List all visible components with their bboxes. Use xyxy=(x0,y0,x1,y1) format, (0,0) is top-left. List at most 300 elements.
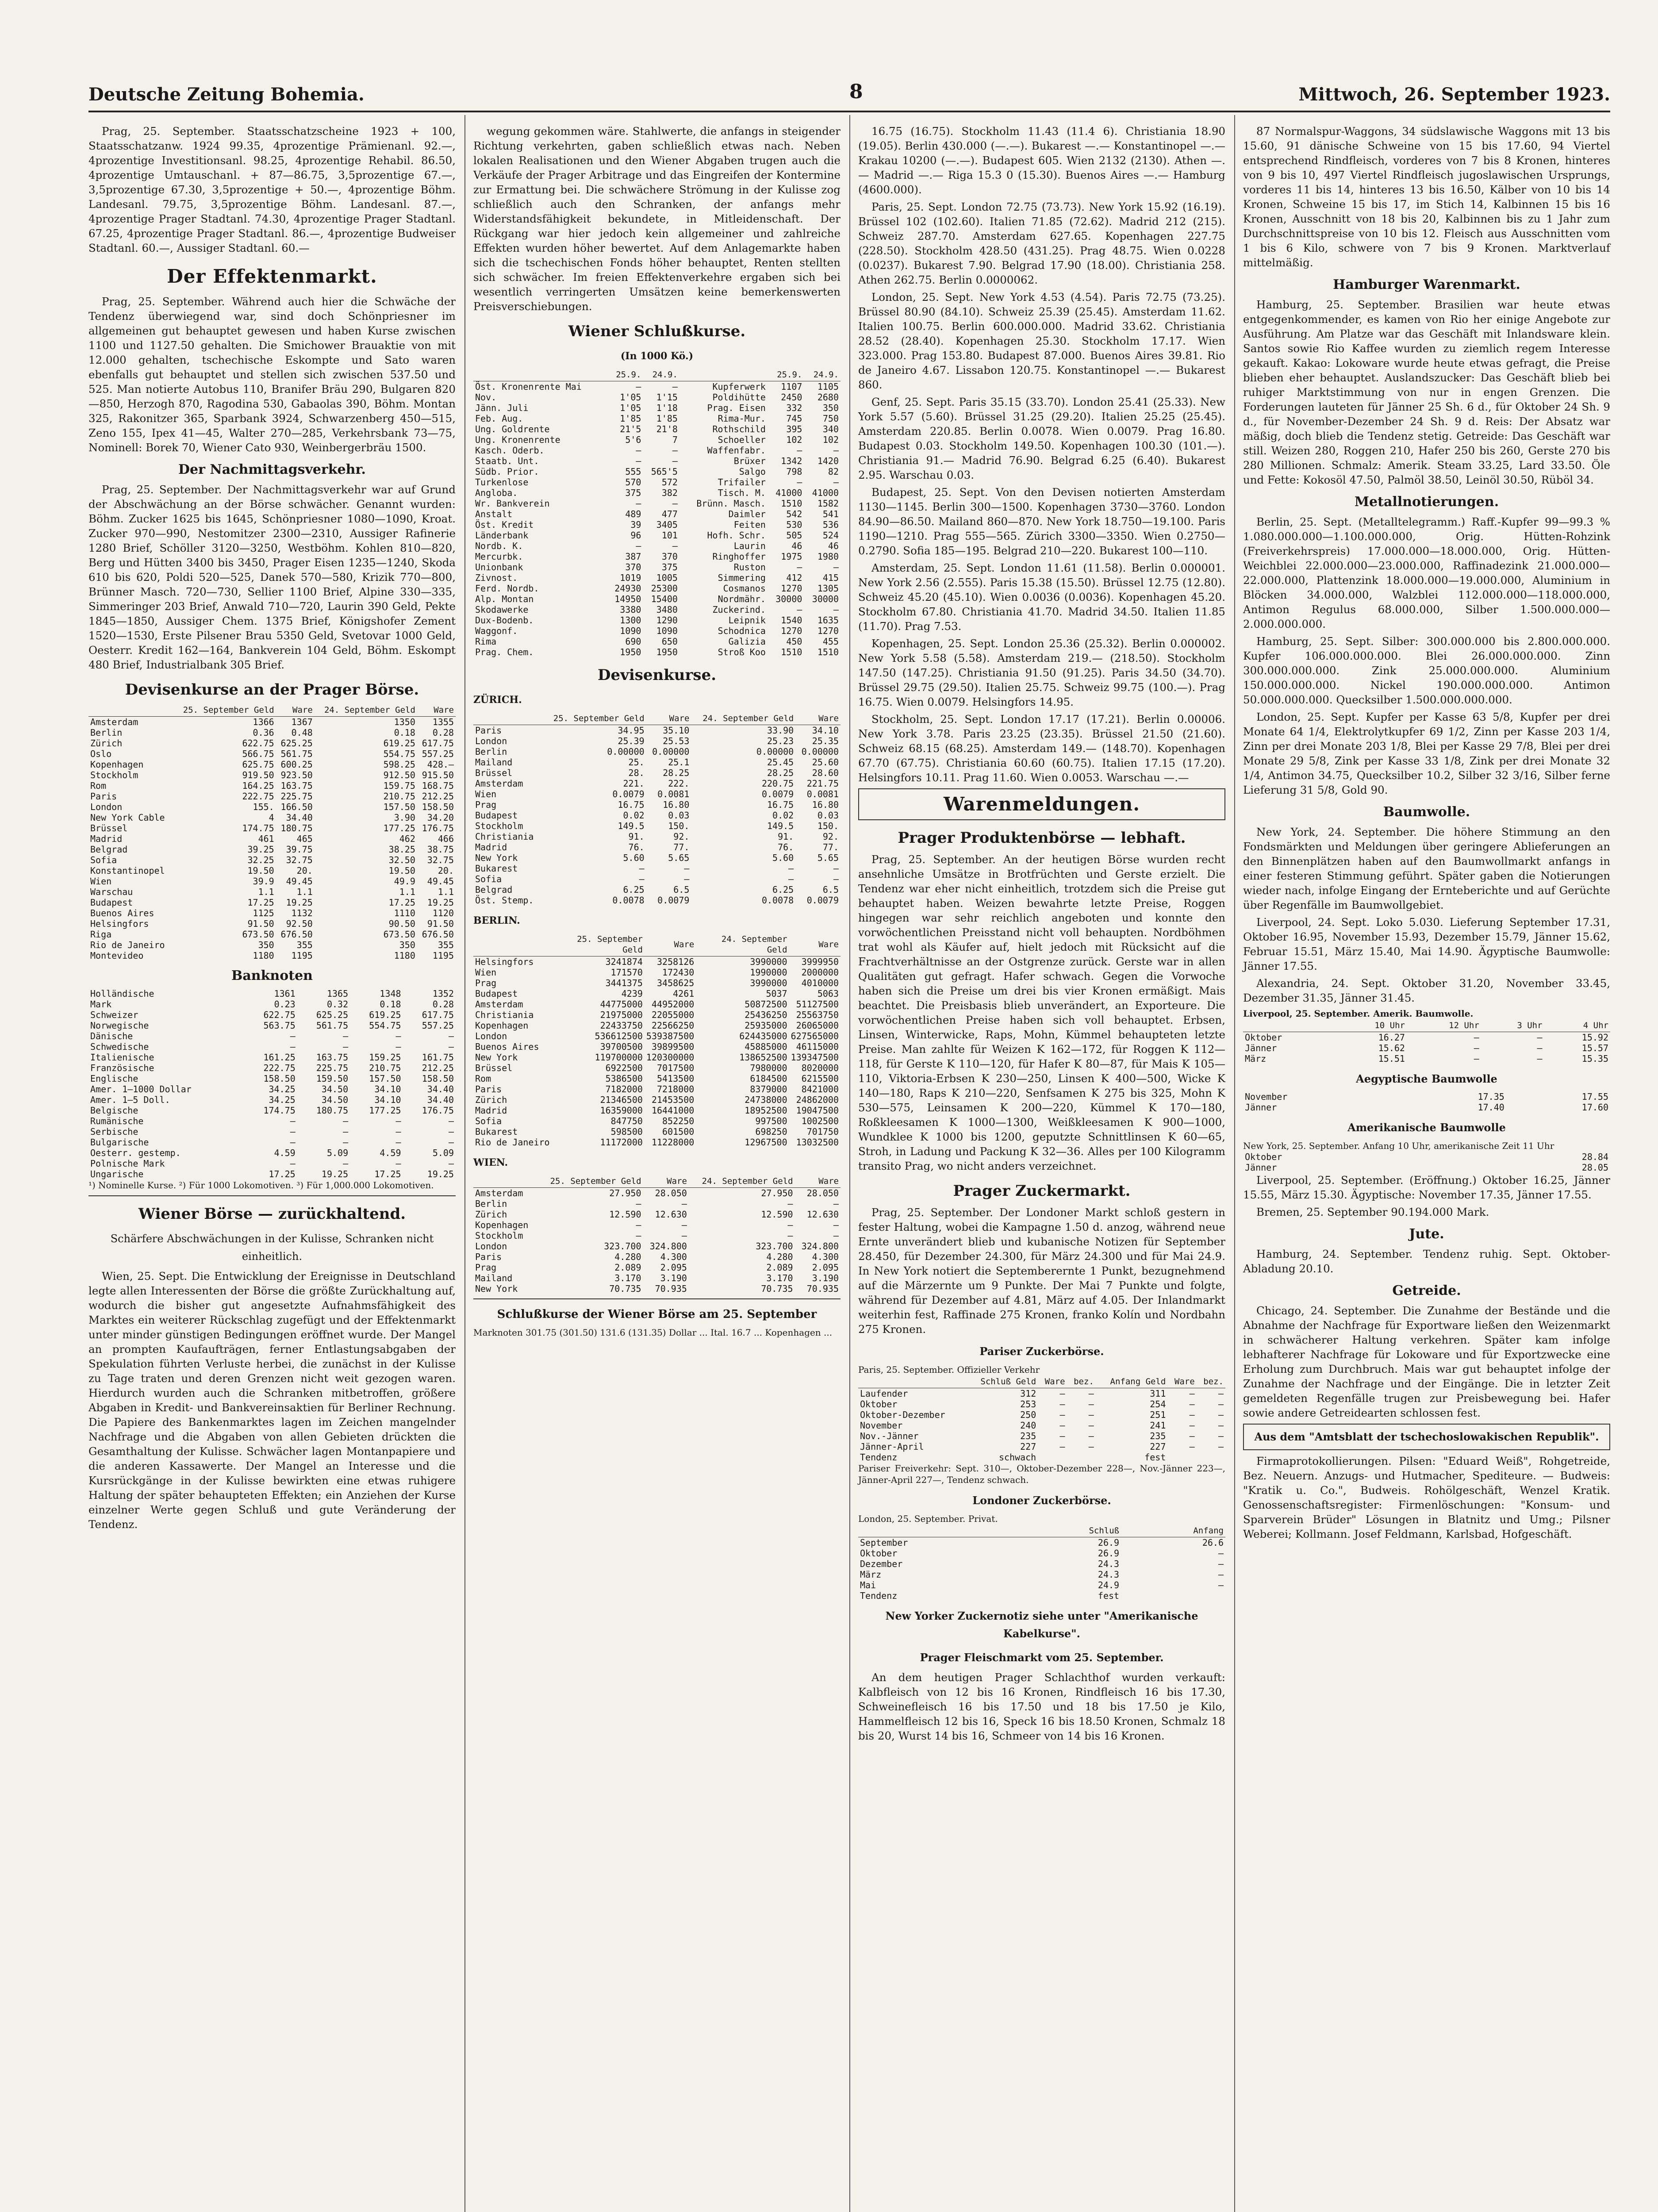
table-cell: März xyxy=(1245,1053,1267,1064)
table-cell: Angloba. xyxy=(475,488,518,498)
table-cell: Italienische xyxy=(90,1052,154,1063)
table-row xyxy=(88,940,456,950)
table-row xyxy=(88,1116,456,1126)
table-cell: 39899500 xyxy=(651,1041,695,1052)
table-cell: 6.5 xyxy=(673,884,690,895)
table-row xyxy=(88,1052,456,1063)
table-cell: 676.50 xyxy=(422,929,454,940)
table-cell: 536 xyxy=(822,519,839,530)
table-cell: 1'15 xyxy=(656,392,678,403)
table-cell: — xyxy=(788,874,794,884)
table-cell: Wien xyxy=(90,876,112,887)
table-cell: Staatb. Unt. xyxy=(475,456,539,466)
table-cell: 164.25 xyxy=(242,780,274,791)
table-cell: — xyxy=(1218,1441,1224,1452)
table-row xyxy=(88,876,456,887)
table-cell: 382 xyxy=(661,488,678,498)
table-cell: Wien xyxy=(475,967,497,978)
table-row xyxy=(473,884,841,895)
table-row xyxy=(473,1137,841,1148)
table-cell: — xyxy=(672,456,678,466)
table-cell: November xyxy=(860,1420,903,1431)
table-cell: — xyxy=(787,1220,793,1230)
table-row xyxy=(473,477,841,488)
londoner-zucker-subtitle: London, 25. September. Privat. xyxy=(858,1513,998,1524)
table-row xyxy=(88,1158,456,1169)
table-cell: 1367 xyxy=(291,717,313,727)
table-cell: Daimler xyxy=(728,509,766,519)
table-cell: 91.50 xyxy=(247,918,274,929)
table-cell: Oktober xyxy=(860,1548,898,1559)
table-cell: 915.50 xyxy=(422,770,454,780)
table-cell: 0.02 xyxy=(772,810,794,821)
table-cell: Kopenhagen xyxy=(90,759,144,770)
table-cell: 15.92 xyxy=(1581,1032,1608,1043)
table-cell: — xyxy=(636,1198,641,1209)
table-row xyxy=(473,821,841,831)
table-cell: Ung. Goldrente xyxy=(475,424,550,434)
table-cell: 919.50 xyxy=(242,770,274,780)
table-cell: 27.950 xyxy=(761,1188,793,1198)
table-cell: 627565000 xyxy=(791,1031,839,1041)
table-cell: — xyxy=(681,1198,687,1209)
table-cell: Norwegische xyxy=(90,1020,149,1031)
table-cell: 25.45 xyxy=(767,757,794,768)
table-cell: Schweizer xyxy=(90,1010,138,1020)
divider xyxy=(88,1195,456,1196)
table-cell: Brüssel xyxy=(475,1063,513,1073)
table-row xyxy=(473,424,841,434)
berlin-devisen-table xyxy=(473,933,841,1148)
table-cell: Ringhoffer xyxy=(712,551,766,562)
table-row xyxy=(473,583,841,594)
table-cell: 1.1 xyxy=(438,887,454,897)
table-cell: 172430 xyxy=(662,967,695,978)
table-cell: 1180 xyxy=(394,950,415,961)
table-cell: 524 xyxy=(822,530,839,541)
table-cell: 14950 xyxy=(614,594,641,604)
table-cell: 1'85 xyxy=(620,413,641,424)
table-cell: 539387500 xyxy=(646,1031,695,1041)
table-cell: 332 xyxy=(786,403,802,413)
table-cell: Budapest xyxy=(475,810,518,821)
table-row xyxy=(473,488,841,498)
table-cell: 49.9 xyxy=(394,876,415,887)
table-cell: 76. xyxy=(628,842,645,853)
table-row xyxy=(473,999,841,1010)
table-cell: Rom xyxy=(90,780,107,791)
table-header-cell: 25.9. xyxy=(768,369,804,381)
table-row xyxy=(88,1010,456,1020)
table-cell: — xyxy=(1218,1431,1224,1441)
liverpool-opening-text: Liverpool, 25. September. (Eröffnung.) Oktober 16.25, Jänner 15.55, März 15.30. Ägyptische: November 17.35, Jänner 17.55. xyxy=(1243,1174,1610,1201)
table-cell: 1305 xyxy=(817,583,839,594)
table-cell: 90.50 xyxy=(388,918,415,929)
table-cell: Salgo xyxy=(739,466,766,477)
table-cell: 7218000 xyxy=(656,1084,695,1094)
table-cell: Paris xyxy=(475,1252,502,1262)
table-cell: 225.75 xyxy=(280,791,313,802)
liverpool-cotton-text: Liverpool, 24. Sept. Loko 5.030. Lieferung September 17.31, Oktober 16.95, November 15.93, Dezember 15.79, Jänner 15.62, Februar 15.51, März 15.40, Mai 14.90. Ägyptische Baumwolle: Jänner 17.55. xyxy=(1243,916,1610,972)
table-header-cell: 25. September Geld xyxy=(542,712,646,725)
table-cell: New York xyxy=(475,1052,518,1063)
table-cell: 12.590 xyxy=(761,1209,793,1220)
fleischmarkt-title: Prager Fleischmarkt vom 25. September. xyxy=(920,1651,1164,1664)
table-cell: — xyxy=(1218,1559,1224,1569)
table-cell: 51127500 xyxy=(796,999,839,1010)
table-header-cell xyxy=(473,369,606,381)
table-cell: Englische xyxy=(90,1073,138,1084)
table-cell: 150. xyxy=(668,821,690,831)
table-cell: — xyxy=(448,1041,454,1052)
table-cell: 1090 xyxy=(620,626,641,636)
table-cell: 6184500 xyxy=(750,1073,787,1084)
table-cell: 698250 xyxy=(755,1126,787,1137)
table-cell: — xyxy=(1189,1441,1195,1452)
table-cell: 0.00000 xyxy=(801,746,839,757)
table-cell: 565'5 xyxy=(651,466,678,477)
warenmeldungen-title: Warenmeldungen. xyxy=(944,793,1140,815)
table-cell: 159.50 xyxy=(316,1073,349,1084)
wiener-boerse-subtitle: Schärfere Abschwächungen in der Kulisse, Schranken nicht einheitlich. xyxy=(110,1233,434,1263)
table-cell: 17.60 xyxy=(1581,1102,1608,1113)
table-header-cell: 24. September Geld xyxy=(315,704,417,717)
table-cell: 38.75 xyxy=(427,844,454,855)
table-cell: 6215500 xyxy=(801,1073,839,1084)
table-cell: 0.18 xyxy=(380,999,401,1010)
table-cell: 0.00000 xyxy=(607,746,645,757)
table-cell: 222. xyxy=(668,778,690,789)
table-cell: 91.50 xyxy=(427,918,454,929)
table-cell: 240 xyxy=(1020,1420,1036,1431)
table-cell: 225.75 xyxy=(316,1063,349,1073)
table-cell: Ungarische xyxy=(90,1169,144,1179)
table-cell: New York xyxy=(475,1283,518,1294)
table-row xyxy=(88,950,456,961)
table-header-cell: 4 Uhr xyxy=(1544,1019,1610,1032)
table-cell: 16.80 xyxy=(812,799,839,810)
table-cell: 15.57 xyxy=(1581,1043,1608,1053)
table-cell: Prag. Chem. xyxy=(475,647,534,657)
table-header-cell xyxy=(473,933,552,956)
table-cell: 0.00000 xyxy=(756,746,794,757)
table-cell: 254 xyxy=(1150,1399,1166,1409)
table-cell: 387 xyxy=(625,551,641,562)
table-cell: 7 xyxy=(672,434,678,445)
table-cell: 221.75 xyxy=(806,778,839,789)
table-cell: Oktober-Dezember xyxy=(860,1409,945,1420)
table-cell: — xyxy=(684,874,690,884)
table-cell: — xyxy=(1189,1431,1195,1441)
table-cell: 34.25 xyxy=(269,1084,296,1094)
table-cell: 0.02 xyxy=(623,810,645,821)
table-cell: 3.170 xyxy=(614,1273,641,1283)
table-cell: Nordmähr. xyxy=(718,594,766,604)
table-row xyxy=(858,1409,1225,1420)
table-cell: 4 xyxy=(269,812,274,823)
table-cell: 32.75 xyxy=(427,855,454,865)
table-row xyxy=(473,1209,841,1220)
table-cell: — xyxy=(395,1116,401,1126)
table-row xyxy=(473,1252,841,1262)
table-row xyxy=(88,844,456,855)
effektenmarkt-title: Der Effektenmarkt. xyxy=(167,265,377,287)
table-cell: 1510 xyxy=(781,647,802,657)
table-cell: — xyxy=(797,562,802,572)
table-cell: 70.935 xyxy=(655,1283,687,1294)
table-row xyxy=(473,604,841,615)
table-header-cell: Schluß Geld xyxy=(966,1375,1038,1388)
table-cell: 163.75 xyxy=(280,780,313,791)
table-cell: 1'18 xyxy=(656,403,678,413)
table-cell: 462 xyxy=(399,833,415,844)
table-cell: 2450 xyxy=(781,392,802,403)
pariser-freiverkehr-text: Pariser Freiverkehr: Sept. 310—, Oktober-Dezember 228—, Nov.-Jänner 223—, Jänner-April 227—, Tendenz schwach. xyxy=(858,1463,1225,1485)
table-cell: — xyxy=(1189,1420,1195,1431)
table-cell: 5.09 xyxy=(432,1148,454,1158)
table-cell: — xyxy=(672,445,678,456)
table-row xyxy=(88,1084,456,1094)
table-cell: 1950 xyxy=(620,647,641,657)
table-cell: 624435000 xyxy=(739,1031,787,1041)
table-row xyxy=(858,1580,1225,1590)
table-cell: 49.45 xyxy=(286,876,313,887)
table-row xyxy=(473,381,841,392)
table-cell: 0.0078 xyxy=(612,895,645,906)
table-cell: Leipnik xyxy=(728,615,766,626)
table-cell: 395 xyxy=(786,424,802,434)
table-cell: 13032500 xyxy=(796,1137,839,1148)
table-cell: 168.75 xyxy=(422,780,454,791)
table-cell: Nov.-Jänner xyxy=(860,1431,919,1441)
table-cell: 370 xyxy=(625,562,641,572)
table-cell: 1120 xyxy=(432,908,454,918)
table-cell: 38.25 xyxy=(388,844,415,855)
table-cell: Oktober xyxy=(860,1399,898,1409)
table-cell: Polnische Mark xyxy=(90,1158,165,1169)
column-2 xyxy=(473,124,841,1338)
table-cell: 598500 xyxy=(610,1126,643,1137)
table-cell: 212.25 xyxy=(422,1063,454,1073)
table-row xyxy=(473,1010,841,1020)
hamburger-warenmarkt-text: Hamburg, 25. September. Brasilien war heute etwas entgegenkommender, es kamen von Rio her einige Angebote zur Ausführung. Am Platze war das Geschäft mit Inlandsware klein. Santos sowie Rio Kaffee wurden zu ziemlich regem Interesse gekauft. Kakao: Lokoware wurde heute etwas gefragt, die Preise blieben eher behauptet. Auslandszucker: Das Geschäft blieb bei ruhiger Marktstimmung von nur in engen Grenzen. Die Forderungen lauteten für Jänner 25 Sh. 6 d., für Oktober 24 Sh. 9 d., für November-Dezember 24 Sh. 9 d. Reis: Der Absatz war mäßig, doch blieb die Tendenz stetig. Getreide: Das Geschäft war still. Weizen 280, Roggen 210, Hafer 250 bis 260, Gerste 270 bis 280 Millionen. Schmalz: Amerik. Steam 33.25, Lard 33.50. Öle und Fette: Kokosöl 47.50, Palmöl 38.50, Leinöl 30.50, Rüböl 34. xyxy=(1243,298,1610,486)
table-cell: 161.25 xyxy=(263,1052,296,1063)
table-cell: 3999950 xyxy=(801,956,839,967)
table-header-cell xyxy=(858,1525,1017,1537)
table-cell: London xyxy=(475,736,507,746)
table-cell: 24738000 xyxy=(745,1094,787,1105)
table-cell: 39700500 xyxy=(600,1041,643,1052)
table-cell: 70.735 xyxy=(761,1283,793,1294)
table-cell: — xyxy=(672,498,678,509)
table-cell: 39.75 xyxy=(286,844,313,855)
table-cell: 180.75 xyxy=(316,1105,349,1116)
table-cell: 41000 xyxy=(775,488,802,498)
table-cell: 25935000 xyxy=(745,1020,787,1031)
table-cell: 1635 xyxy=(817,615,839,626)
table-row xyxy=(473,842,841,853)
table-row xyxy=(858,1548,1225,1559)
wiener-boerse-title: Wiener Börse — zurückhaltend. xyxy=(138,1205,406,1223)
table-cell: — xyxy=(343,1158,349,1169)
wien-devisen-table xyxy=(473,1175,841,1294)
table-row xyxy=(473,498,841,509)
table-cell: Riga xyxy=(90,929,112,940)
table-cell: Skodawerke xyxy=(475,604,529,615)
table-row xyxy=(88,759,456,770)
table-cell: Anstalt xyxy=(475,509,513,519)
table-cell: — xyxy=(1088,1409,1094,1420)
table-row xyxy=(473,1084,841,1094)
table-cell: 25.53 xyxy=(663,736,690,746)
table-cell: Belgrad xyxy=(475,884,513,895)
table-cell: Wr. Bankverein xyxy=(475,498,550,509)
table-row xyxy=(858,1559,1225,1569)
table-cell: — xyxy=(1059,1388,1065,1399)
table-row xyxy=(88,887,456,897)
table-cell: 5.60 xyxy=(772,853,794,863)
table-cell: 350 xyxy=(399,940,415,950)
table-cell: 1352 xyxy=(432,988,454,999)
table-row xyxy=(88,929,456,940)
table-header-cell: 25.9. xyxy=(606,369,643,381)
table-cell: 1270 xyxy=(781,626,802,636)
table-cell: — xyxy=(1088,1431,1094,1441)
table-cell: 0.36 xyxy=(253,727,274,738)
table-cell: 0.28 xyxy=(432,727,454,738)
table-cell: 625.25 xyxy=(316,1010,349,1020)
paris-exchange-text: Paris, 25. Sept. London 72.75 (73.73). New York 15.92 (16.19). Brüssel 102 (102.60). Italien 71.85 (72.62). Madrid 212 (215). Schweiz 287.70. Amsterdam 627.65. Kopenhagen 227.75 (228.50). Stockholm 428.50 (431.25). Prag 48.75. Wien 0.0228 (0.0237). Bukarest 7.90. Belgrad 17.90 (18.00). Christiania 258. Athen 262.75. Berlin 0.0000062. xyxy=(858,200,1225,286)
table-cell: — xyxy=(636,541,641,551)
table-row xyxy=(473,1126,841,1137)
table-row xyxy=(88,1063,456,1073)
table-row xyxy=(88,855,456,865)
table-row xyxy=(473,789,841,799)
table-cell: — xyxy=(833,477,839,488)
table-cell: — xyxy=(672,381,678,392)
table-cell: — xyxy=(395,1031,401,1041)
table-cell: 415 xyxy=(822,572,839,583)
stockholm-exchange-text: Stockholm, 25. Sept. London 17.17 (17.21). Berlin 0.00006. New York 3.78. Paris 23.25 (23.35). Brüssel 21.50 (21.60). Schweiz 68.15 (68.25). Amsterdam 149.— (148.70). Kopenhagen 67.70 (67.75). Christiania 60.60 (60.75). Italien 17.15 (17.20). Helsingfors 10.11. Prag 11.60. Wien 0.0053. Warschau —.— xyxy=(858,713,1225,784)
table-cell: 44952000 xyxy=(651,999,695,1010)
table-cell: Mai xyxy=(860,1580,876,1590)
table-cell: 617.75 xyxy=(422,738,454,749)
ny-zucker-note: New Yorker Zuckernotiz siehe unter "Amerikanische Kabelkurse". xyxy=(885,1609,1198,1640)
table-cell: 1342 xyxy=(781,456,802,466)
table-cell: 1090 xyxy=(656,626,678,636)
table-cell: 149.5 xyxy=(618,821,645,831)
table-header-cell: 10 Uhr xyxy=(1332,1019,1407,1032)
table-row xyxy=(1243,1102,1610,1113)
table-cell: 50872500 xyxy=(745,999,787,1010)
table-cell: Mailand xyxy=(475,1273,513,1283)
table-cell: 30000 xyxy=(812,594,839,604)
table-header-cell: 24. September Geld xyxy=(696,933,789,956)
table-cell: — xyxy=(448,1158,454,1169)
table-cell: — xyxy=(1088,1399,1094,1409)
table-cell: 17.25 xyxy=(247,897,274,908)
table-cell: 1950 xyxy=(656,647,678,657)
table-cell xyxy=(1038,1452,1067,1463)
table-cell: 673.50 xyxy=(242,929,274,940)
table-cell: 22433750 xyxy=(600,1020,643,1031)
table-cell: Wien xyxy=(475,789,497,799)
table-cell: 166.50 xyxy=(280,802,313,812)
table-cell: Rumänische xyxy=(90,1116,144,1126)
table-row xyxy=(473,778,841,789)
table-cell: 701750 xyxy=(806,1126,839,1137)
table-cell: 180.75 xyxy=(280,823,313,833)
table-cell: 91. xyxy=(778,831,794,842)
table-cell: Waggonf. xyxy=(475,626,518,636)
table-row xyxy=(473,956,841,968)
table-cell: 241 xyxy=(1150,1420,1166,1431)
table-cell: Amer. 1—5 Doll. xyxy=(90,1094,170,1105)
table-cell: 34.95 xyxy=(618,725,645,736)
table-cell: 3458625 xyxy=(656,978,695,988)
table-row xyxy=(858,1569,1225,1580)
table-row xyxy=(88,897,456,908)
table-cell: 34.25 xyxy=(269,1094,296,1105)
table-row xyxy=(473,1031,841,1041)
table-cell: Madrid xyxy=(475,1105,507,1116)
table-cell: Dux-Bodenb. xyxy=(475,615,534,626)
berlin-metal-text: Berlin, 25. Sept. (Metalltelegramm.) Raff.-Kupfer 99—99.3 % 1.080.000.000—1.100.000.000, Orig. Hütten-Rohzink (Freiverkehrspreis) 17.000.000—18.000.000, Orig. Hütten-Weichblei 22.000.000—23.000.000, Raffinadezink 21.000.000—22.000.000, Plattenzink 18.000.000—19.000.000, Aluminium in Blöcken 34.000.000, Walzblei 112.000.000—118.000.000, Antimon Regulus 68.000.000, Silber 1.500.000.000—2.000.000.000. xyxy=(1243,515,1610,630)
table-cell: 7980000 xyxy=(750,1063,787,1073)
table-row xyxy=(473,799,841,810)
produktenboerse-text: Prag, 25. September. An der heutigen Börse wurden recht ansehnliche Umsätze in Brotfrüchten und Gerste erzielt. Die Tendenz war eher nicht einheitlich, trotzdem sich die Preise gut behauptet haben. Weizen bewahrte letzte Preise, Roggen hingegen war sehr reichlich angeboten und konnte den vorwöchentlichen Preisstand nicht voll behaupten. Nordböhmen trat wohl als Käufer auf, hielt jedoch mit Rücksicht auf die Frachtverhältnisse an der Ostgrenze zurück. Gerste war in allen Qualitäten gut gefragt. Hafer schwach. Gegen die Vorwoche haben sich die Preise um drei bis vier Kronen ermäßigt. Mais beachtet. Die Preisbasis blieb unverändert, an Exporteure. Die vorwöchentlichen Preise haben sich voll behauptet. Erbsen, Linsen, Winterwicke, Raps, Mohn, Kümmel behaupteten letzte Preise. Man zahlte für Weizen K 162—172, für Roggen K 112—118, für Gerste K 110—120, für Hafer K 80—87, für Mais K 105—110, Viktoria-Erbsen K 230—250, Linsen K 400—500, Wicke K 140—180, Raps K 210—220, Senfsamen K 275 bis 325, Mohn K 530—575, Leinsamen K 200—220, Kümmel K 170—180, Roßkleesamen K 1000—1300, Weißkleesamen K 900—1000, Wundklee K 1000 bis 1200, geputzte Schnittlinsen K 60—65, Stroh, in Ladung und Packung K 32—36. Alles per 100 Kilogramm transito Prag, wo nicht anders verzeichnet. xyxy=(858,853,1225,1172)
table-cell: 1270 xyxy=(781,583,802,594)
table-cell: Hofh. Schr. xyxy=(707,530,766,541)
table-cell: Prag xyxy=(475,799,497,810)
table-cell: — xyxy=(343,1126,349,1137)
table-cell: 4.59 xyxy=(274,1148,296,1158)
table-cell: 340 xyxy=(822,424,839,434)
table-cell: 570 xyxy=(625,477,641,488)
table-row xyxy=(1243,1152,1610,1162)
table-cell: Paris xyxy=(90,791,117,802)
table-row xyxy=(88,727,456,738)
getreide-title: Getreide. xyxy=(1392,1283,1461,1298)
table-cell: 96 xyxy=(630,530,641,541)
table-cell: — xyxy=(1474,1053,1479,1064)
table-cell: Rio de Janeiro xyxy=(90,940,165,950)
table-cell: 1195 xyxy=(291,950,313,961)
table-cell: 4010000 xyxy=(801,978,839,988)
table-row xyxy=(1243,1162,1610,1173)
table-cell: 4239 xyxy=(621,988,643,999)
table-cell: 412 xyxy=(786,572,802,583)
table-cell: 139347500 xyxy=(791,1052,839,1063)
table-cell: — xyxy=(343,1116,349,1126)
table-row xyxy=(473,392,841,403)
table-header-cell: bez. xyxy=(1067,1375,1096,1388)
table-cell: 1510 xyxy=(817,647,839,657)
table-cell: 39 xyxy=(630,519,641,530)
table-cell: Sofia xyxy=(475,874,502,884)
table-cell: 8379000 xyxy=(750,1084,787,1094)
table-cell: Schodnica xyxy=(718,626,766,636)
table-header-cell: 12 Uhr xyxy=(1407,1019,1481,1032)
table-cell: — xyxy=(290,1158,296,1169)
table-cell: Galizia xyxy=(728,636,766,647)
table-header-cell: Ware xyxy=(645,933,696,956)
table-cell: 28.25 xyxy=(663,768,690,778)
table-cell: 311 xyxy=(1150,1388,1166,1399)
amsterdam-exchange-text: Amsterdam, 25. Sept. London 11.61 (11.58). Berlin 0.000001. New York 2.56 (2.555). Paris 15.38 (15.50). Brüssel 12.75 (12.80). Schweiz 45.20 (45.10). Wien 0.0036 (0.0036). Kopenhagen 45.20. Stockholm 67.80. Christiania 41.70. Madrid 34.50. Italien 11.85 (11.70). Prag 7.53. xyxy=(858,561,1225,633)
table-cell: Kasch. Oderb. xyxy=(475,445,545,456)
table-cell: Rothschild xyxy=(712,424,766,434)
